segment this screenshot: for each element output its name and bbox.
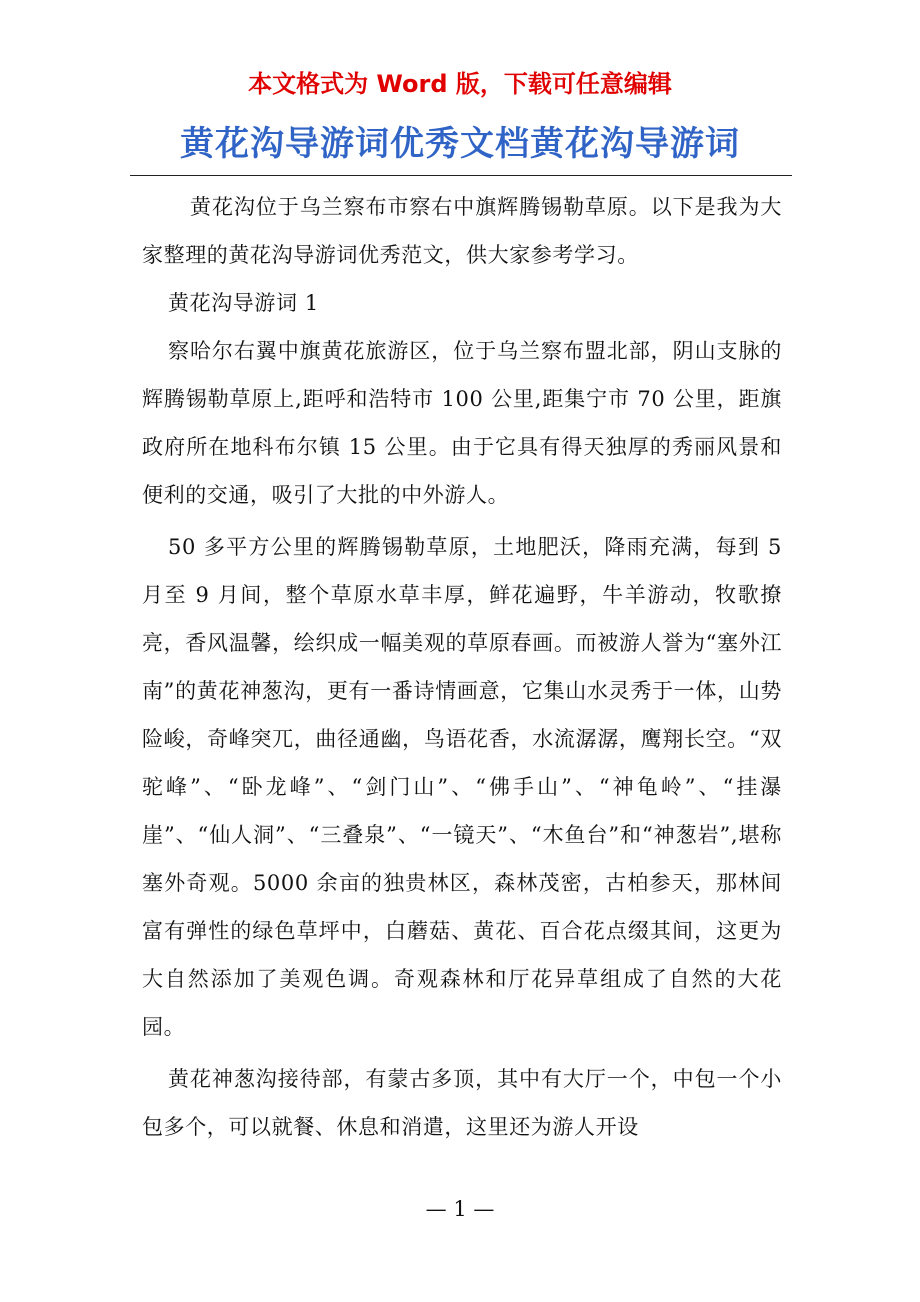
body-paragraph: 黄花神葱沟接待部，有蒙古多顶，其中有大厅一个，中包一个小包多个，可以就餐、休息和消遣，这里还为游人开设	[142, 1067, 782, 1139]
intro-paragraph: 黄花沟位于乌兰察布市察右中旗辉腾锡勒草原。以下是我为大家整理的黄花沟导游词优秀范文，供大家参考学习。	[142, 195, 782, 267]
body-paragraph: 50 多平方公里的辉腾锡勒草原，土地肥沃，降雨充满，每到 5 月至 9 月间，整个草原水草丰厚，鲜花遍野，牛羊游动，牧歌撩亮，香风温馨，绘织成一幅美观的草原春画。而被游人誉为“塞外江南”的黄花神葱沟，更有一番诗情画意，它集山水灵秀于一体，山势险峻，奇峰突兀，曲径通幽，鸟语花香，水流潺潺，鹰翔长空。“双驼峰”、“卧龙峰”、“剑门山”、“佛手山”、“神龟岭”、“挂瀑崖”、“仙人洞”、“三叠泉”、“一镜天”、“木鱼台”和“神葱岩”,堪称塞外奇观。5000 余亩的独贵林区，森林茂密，古柏参天，那林间富有弹性的绿色草坪中，白蘑菇、黄花、百合花点缀其间，这更为大自然添加了美观色调。奇观森林和厅花异草组成了自然的大花园。	[142, 535, 782, 1039]
section-heading: 黄花沟导游词 1	[168, 291, 319, 315]
document-body	[142, 183, 782, 1151]
document-title: 黄花沟导游词优秀文档黄花沟导游词	[180, 124, 740, 164]
body-paragraph: 察哈尔右翼中旗黄花旅游区，位于乌兰察布盟北部，阴山支脉的辉腾锡勒草原上,距呼和浩特市 100 公里,距集宁市 70 公里，距旗政府所在地科布尔镇 15 公里。由于它具有得天独厚的秀丽风景和便利的交通，吸引了大批的中外游人。	[142, 339, 782, 507]
title-divider	[130, 175, 792, 176]
page-number: — 1 —	[425, 1197, 495, 1221]
format-notice: 本文格式为 Word 版，下载可任意编辑	[248, 70, 672, 98]
